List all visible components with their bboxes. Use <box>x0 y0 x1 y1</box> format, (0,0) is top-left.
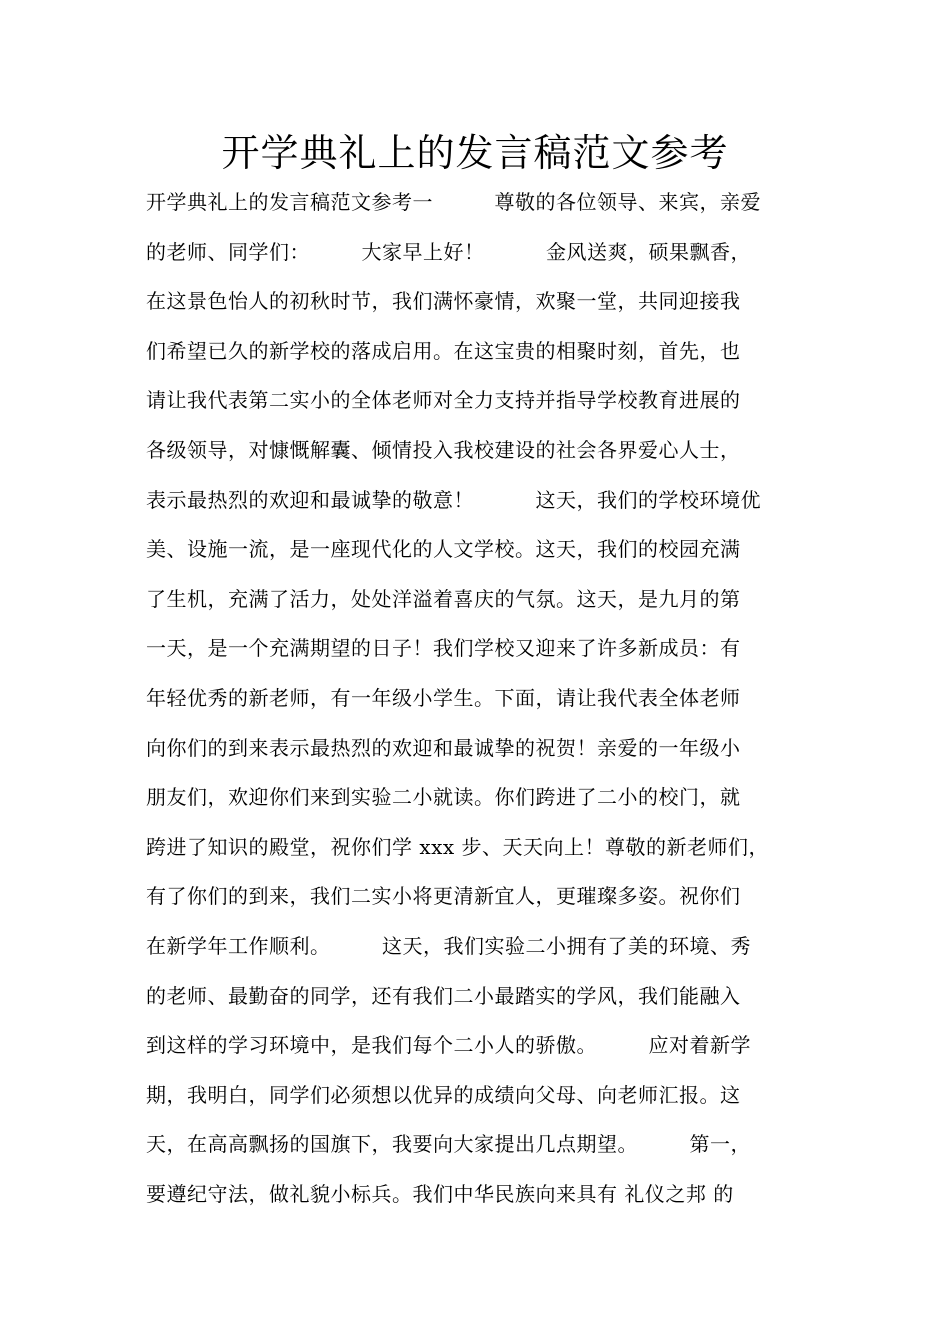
body-line: 跨进了知识的殿堂，祝你们学 xxx 步、天天向上！尊敬的新老师们， <box>146 834 770 859</box>
body-line: 的老师、最勤奋的同学，还有我们二小最踏实的学风，我们能融入 <box>146 983 741 1008</box>
body-line: 各级领导，对慷慨解囊、倾情投入我校建设的社会各界爱心人士， <box>146 437 741 462</box>
body-line: 请让我代表第二实小的全体老师对全力支持并指导学校教育进展的 <box>146 388 741 413</box>
body-line: 们希望已久的新学校的落成启用。在这宝贵的相聚时刻，首先，也 <box>146 338 741 363</box>
body-line: 在这景色怡人的初秋时节，我们满怀豪情，欢聚一堂，共同迎接我 <box>146 289 741 314</box>
document-title: 开学典礼上的发言稿范文参考 <box>221 131 729 175</box>
body-line: 年轻优秀的新老师，有一年级小学生。下面，请让我代表全体老师 <box>146 685 741 710</box>
body-line: 向你们的到来表示最热烈的欢迎和最诚挚的祝贺！亲爱的一年级小 <box>146 735 741 760</box>
body-line: 有了你们的到来，我们二实小将更清新宜人，更璀璨多姿。祝你们 <box>146 884 741 909</box>
body-line: 天，在高高飘扬的国旗下，我要向大家提出几点期望。 第一， <box>146 1132 751 1157</box>
body-line: 美、设施一流，是一座现代化的人文学校。这天，我们的校园充满 <box>146 537 741 562</box>
body-line: 开学典礼上的发言稿范文参考一 尊敬的各位领导、来宾，亲爱 <box>146 190 761 214</box>
document-body <box>146 178 826 1219</box>
body-line: 期，我明白，同学们必须想以优异的成绩向父母、向老师汇报。这 <box>146 1082 741 1107</box>
body-line: 到这样的学习环境中，是我们每个二小人的骄傲。 应对着新学 <box>146 1033 751 1058</box>
body-line: 在新学年工作顺利。 这天，我们实验二小拥有了美的环境、秀 <box>146 933 751 958</box>
body-line: 要遵纪守法，做礼貌小标兵。我们中华民族向来具有 礼仪之邦 的 <box>146 1181 734 1206</box>
body-line: 表示最热烈的欢迎和最诚挚的敬意！ 这天，我们的学校环境优 <box>146 487 761 512</box>
body-line: 的老师、同学们： 大家早上好！ 金风送爽，硕果飘香， <box>146 239 751 264</box>
body-line: 了生机，充满了活力，处处洋溢着喜庆的气氛。这天，是九月的第 <box>146 586 741 611</box>
body-line: 一天，是一个充满期望的日子！我们学校又迎来了许多新成员：有 <box>146 636 741 661</box>
body-line: 朋友们，欢迎你们来到实验二小就读。你们跨进了二小的校门，就 <box>146 785 741 810</box>
